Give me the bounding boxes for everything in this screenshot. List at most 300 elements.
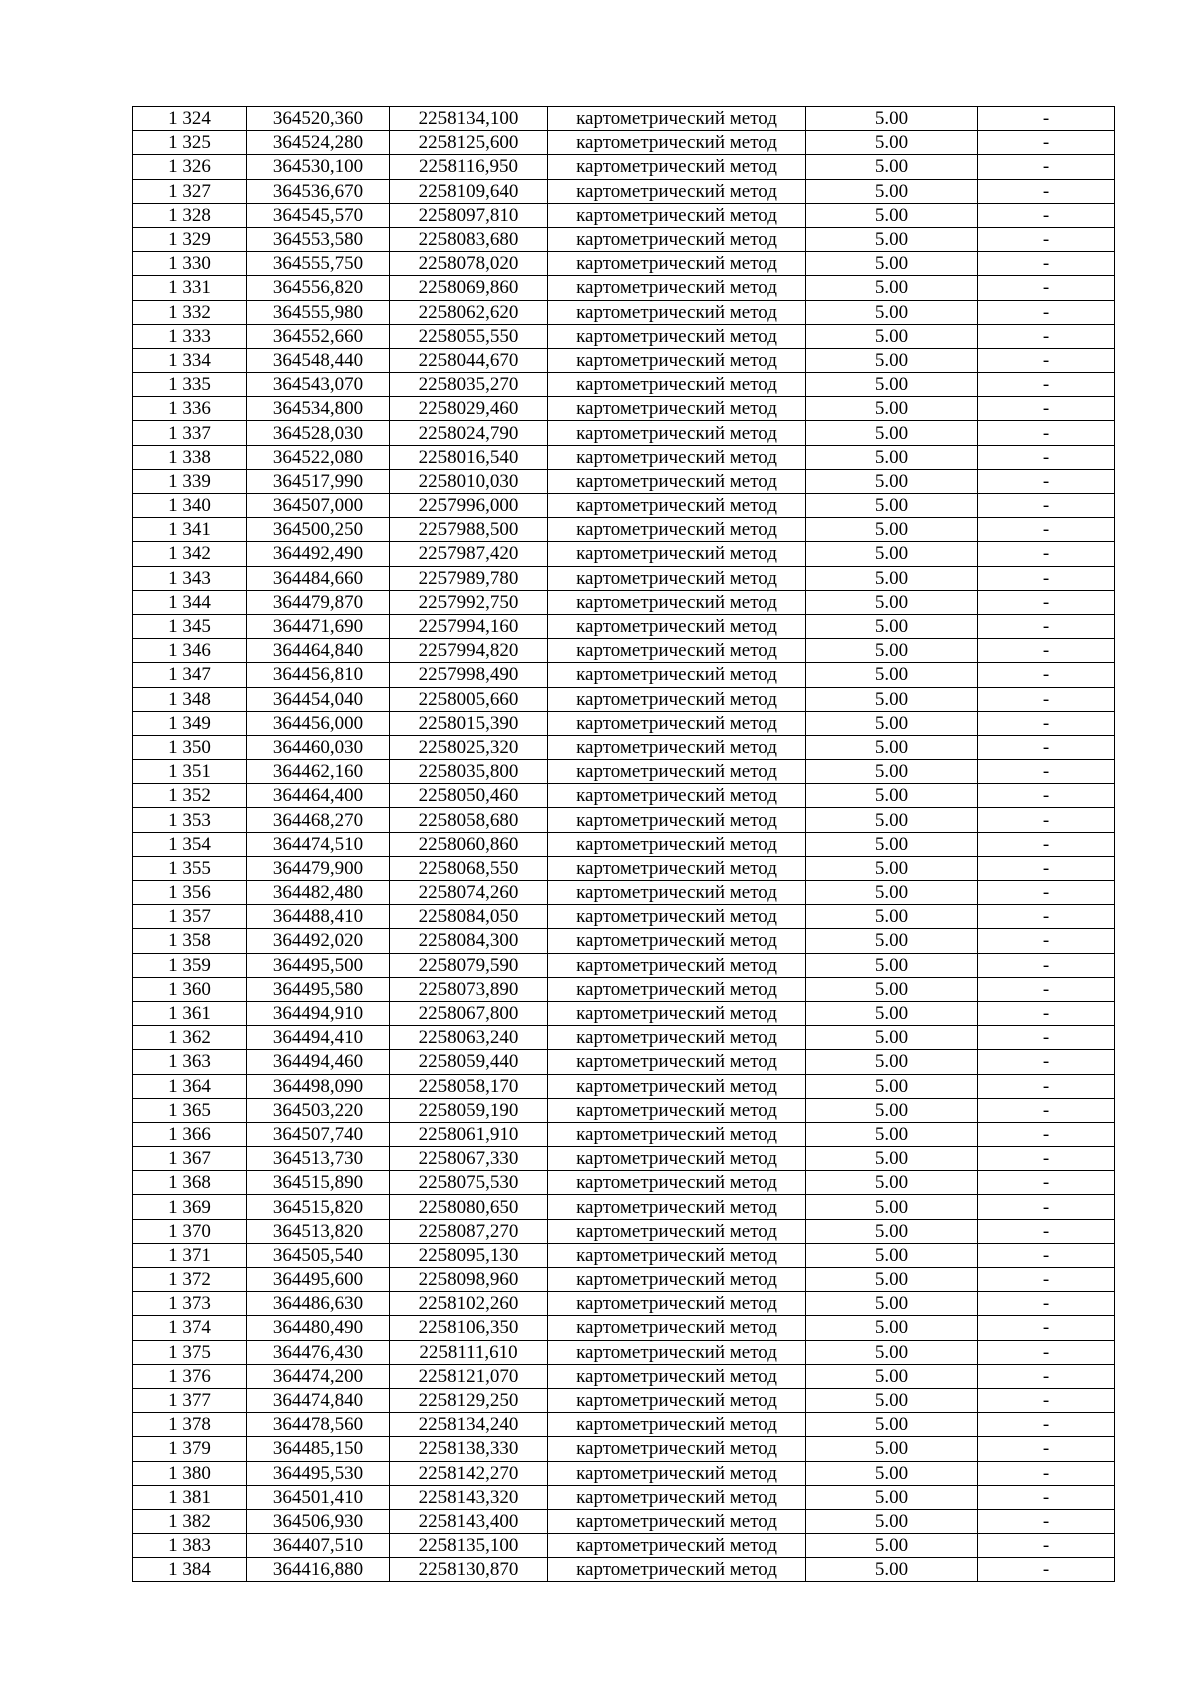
x-coordinate-cell: 364528,030: [247, 421, 390, 445]
table-row: [133, 784, 1115, 808]
description-cell: -: [978, 1316, 1115, 1340]
y-coordinate-cell: 2257992,750: [390, 590, 548, 614]
accuracy-cell: 5.00: [806, 1074, 978, 1098]
x-coordinate-cell: 364454,040: [247, 687, 390, 711]
accuracy-cell: 5.00: [806, 1122, 978, 1146]
description-cell: -: [978, 1558, 1115, 1582]
y-coordinate-cell: 2258135,100: [390, 1534, 548, 1558]
point-number-cell: 1 354: [133, 832, 247, 856]
accuracy-cell: 5.00: [806, 1268, 978, 1292]
method-cell: картометрический метод: [548, 1050, 806, 1074]
x-coordinate-cell: 364505,540: [247, 1243, 390, 1267]
method-cell: картометрический метод: [548, 1074, 806, 1098]
accuracy-cell: 5.00: [806, 711, 978, 735]
description-cell: -: [978, 639, 1115, 663]
table-row: [133, 977, 1115, 1001]
accuracy-cell: 5.00: [806, 348, 978, 372]
method-cell: картометрический метод: [548, 179, 806, 203]
accuracy-cell: 5.00: [806, 1340, 978, 1364]
y-coordinate-cell: 2258063,240: [390, 1026, 548, 1050]
table-row: [133, 1122, 1115, 1146]
table-row: [133, 663, 1115, 687]
method-cell: картометрический метод: [548, 348, 806, 372]
description-cell: -: [978, 881, 1115, 905]
method-cell: картометрический метод: [548, 1509, 806, 1533]
description-cell: -: [978, 518, 1115, 542]
description-cell: -: [978, 373, 1115, 397]
method-cell: картометрический метод: [548, 1147, 806, 1171]
x-coordinate-cell: 364498,090: [247, 1074, 390, 1098]
table-row: [133, 1340, 1115, 1364]
description-cell: -: [978, 1147, 1115, 1171]
y-coordinate-cell: 2258095,130: [390, 1243, 548, 1267]
accuracy-cell: 5.00: [806, 300, 978, 324]
point-number-cell: 1 372: [133, 1268, 247, 1292]
accuracy-cell: 5.00: [806, 1001, 978, 1025]
method-cell: картометрический метод: [548, 1001, 806, 1025]
point-number-cell: 1 352: [133, 784, 247, 808]
point-number-cell: 1 341: [133, 518, 247, 542]
point-number-cell: 1 360: [133, 977, 247, 1001]
y-coordinate-cell: 2258129,250: [390, 1388, 548, 1412]
y-coordinate-cell: 2258125,600: [390, 131, 548, 155]
x-coordinate-cell: 364513,820: [247, 1219, 390, 1243]
method-cell: картометрический метод: [548, 881, 806, 905]
accuracy-cell: 5.00: [806, 639, 978, 663]
point-number-cell: 1 375: [133, 1340, 247, 1364]
point-number-cell: 1 370: [133, 1219, 247, 1243]
y-coordinate-cell: 2258084,300: [390, 929, 548, 953]
point-number-cell: 1 347: [133, 663, 247, 687]
y-coordinate-cell: 2258134,240: [390, 1413, 548, 1437]
method-cell: картометрический метод: [548, 1026, 806, 1050]
description-cell: -: [978, 203, 1115, 227]
method-cell: картометрический метод: [548, 856, 806, 880]
point-number-cell: 1 382: [133, 1509, 247, 1533]
table-row: [133, 1074, 1115, 1098]
point-number-cell: 1 330: [133, 252, 247, 276]
point-number-cell: 1 332: [133, 300, 247, 324]
x-coordinate-cell: 364534,800: [247, 397, 390, 421]
description-cell: -: [978, 977, 1115, 1001]
x-coordinate-cell: 364474,200: [247, 1364, 390, 1388]
method-cell: картометрический метод: [548, 808, 806, 832]
table-row: [133, 832, 1115, 856]
description-cell: -: [978, 735, 1115, 759]
table-row: [133, 856, 1115, 880]
method-cell: картометрический метод: [548, 977, 806, 1001]
y-coordinate-cell: 2258050,460: [390, 784, 548, 808]
table-row: [133, 1485, 1115, 1509]
accuracy-cell: 5.00: [806, 953, 978, 977]
point-number-cell: 1 366: [133, 1122, 247, 1146]
accuracy-cell: 5.00: [806, 1437, 978, 1461]
x-coordinate-cell: 364494,410: [247, 1026, 390, 1050]
description-cell: -: [978, 1195, 1115, 1219]
x-coordinate-cell: 364556,820: [247, 276, 390, 300]
y-coordinate-cell: 2258143,400: [390, 1509, 548, 1533]
y-coordinate-cell: 2258075,530: [390, 1171, 548, 1195]
point-number-cell: 1 367: [133, 1147, 247, 1171]
point-number-cell: 1 345: [133, 614, 247, 638]
method-cell: картометрический метод: [548, 1340, 806, 1364]
x-coordinate-cell: 364486,630: [247, 1292, 390, 1316]
table-row: [133, 1147, 1115, 1171]
description-cell: -: [978, 1437, 1115, 1461]
point-number-cell: 1 376: [133, 1364, 247, 1388]
x-coordinate-cell: 364545,570: [247, 203, 390, 227]
description-cell: -: [978, 1534, 1115, 1558]
table-row: [133, 639, 1115, 663]
x-coordinate-cell: 364460,030: [247, 735, 390, 759]
method-cell: картометрический метод: [548, 905, 806, 929]
y-coordinate-cell: 2258069,860: [390, 276, 548, 300]
accuracy-cell: 5.00: [806, 1413, 978, 1437]
y-coordinate-cell: 2257987,420: [390, 542, 548, 566]
y-coordinate-cell: 2258044,670: [390, 348, 548, 372]
point-number-cell: 1 374: [133, 1316, 247, 1340]
method-cell: картометрический метод: [548, 687, 806, 711]
y-coordinate-cell: 2258142,270: [390, 1461, 548, 1485]
table-row: [133, 1001, 1115, 1025]
accuracy-cell: 5.00: [806, 1050, 978, 1074]
accuracy-cell: 5.00: [806, 808, 978, 832]
table-row: [133, 276, 1115, 300]
accuracy-cell: 5.00: [806, 494, 978, 518]
table-row: [133, 1534, 1115, 1558]
x-coordinate-cell: 364555,750: [247, 252, 390, 276]
x-coordinate-cell: 364494,460: [247, 1050, 390, 1074]
description-cell: -: [978, 1292, 1115, 1316]
point-number-cell: 1 350: [133, 735, 247, 759]
point-number-cell: 1 324: [133, 107, 247, 131]
accuracy-cell: 5.00: [806, 784, 978, 808]
x-coordinate-cell: 364553,580: [247, 227, 390, 251]
table-row: [133, 300, 1115, 324]
accuracy-cell: 5.00: [806, 1147, 978, 1171]
x-coordinate-cell: 364495,530: [247, 1461, 390, 1485]
y-coordinate-cell: 2257996,000: [390, 494, 548, 518]
description-cell: -: [978, 832, 1115, 856]
y-coordinate-cell: 2257994,820: [390, 639, 548, 663]
x-coordinate-cell: 364474,840: [247, 1388, 390, 1412]
y-coordinate-cell: 2258097,810: [390, 203, 548, 227]
description-cell: -: [978, 1268, 1115, 1292]
description-cell: -: [978, 1485, 1115, 1509]
accuracy-cell: 5.00: [806, 1026, 978, 1050]
y-coordinate-cell: 2258029,460: [390, 397, 548, 421]
y-coordinate-cell: 2258067,330: [390, 1147, 548, 1171]
table-row: [133, 1509, 1115, 1533]
table-row: [133, 542, 1115, 566]
point-number-cell: 1 327: [133, 179, 247, 203]
accuracy-cell: 5.00: [806, 590, 978, 614]
description-cell: -: [978, 1461, 1115, 1485]
x-coordinate-cell: 364495,500: [247, 953, 390, 977]
x-coordinate-cell: 364530,100: [247, 155, 390, 179]
point-number-cell: 1 325: [133, 131, 247, 155]
x-coordinate-cell: 364495,580: [247, 977, 390, 1001]
table-row: [133, 1171, 1115, 1195]
table-row: [133, 1219, 1115, 1243]
table-row: [133, 1050, 1115, 1074]
point-number-cell: 1 340: [133, 494, 247, 518]
table-row: [133, 590, 1115, 614]
description-cell: -: [978, 1026, 1115, 1050]
accuracy-cell: 5.00: [806, 1098, 978, 1122]
y-coordinate-cell: 2258005,660: [390, 687, 548, 711]
x-coordinate-cell: 364471,690: [247, 614, 390, 638]
table-row: [133, 1268, 1115, 1292]
y-coordinate-cell: 2258010,030: [390, 469, 548, 493]
y-coordinate-cell: 2258084,050: [390, 905, 548, 929]
accuracy-cell: 5.00: [806, 1509, 978, 1533]
method-cell: картометрический метод: [548, 252, 806, 276]
y-coordinate-cell: 2257998,490: [390, 663, 548, 687]
table-row: [133, 1413, 1115, 1437]
table-row: [133, 397, 1115, 421]
description-cell: -: [978, 542, 1115, 566]
accuracy-cell: 5.00: [806, 227, 978, 251]
method-cell: картометрический метод: [548, 276, 806, 300]
accuracy-cell: 5.00: [806, 518, 978, 542]
point-number-cell: 1 373: [133, 1292, 247, 1316]
table-row: [133, 881, 1115, 905]
table-row: [133, 469, 1115, 493]
y-coordinate-cell: 2258143,320: [390, 1485, 548, 1509]
method-cell: картометрический метод: [548, 324, 806, 348]
accuracy-cell: 5.00: [806, 1219, 978, 1243]
y-coordinate-cell: 2258067,800: [390, 1001, 548, 1025]
point-number-cell: 1 344: [133, 590, 247, 614]
accuracy-cell: 5.00: [806, 324, 978, 348]
method-cell: картометрический метод: [548, 397, 806, 421]
y-coordinate-cell: 2258134,100: [390, 107, 548, 131]
description-cell: -: [978, 445, 1115, 469]
accuracy-cell: 5.00: [806, 881, 978, 905]
description-cell: -: [978, 155, 1115, 179]
y-coordinate-cell: 2258061,910: [390, 1122, 548, 1146]
description-cell: -: [978, 348, 1115, 372]
description-cell: -: [978, 397, 1115, 421]
method-cell: картометрический метод: [548, 832, 806, 856]
x-coordinate-cell: 364456,810: [247, 663, 390, 687]
x-coordinate-cell: 364522,080: [247, 445, 390, 469]
method-cell: картометрический метод: [548, 1268, 806, 1292]
description-cell: -: [978, 1364, 1115, 1388]
accuracy-cell: 5.00: [806, 1243, 978, 1267]
accuracy-cell: 5.00: [806, 832, 978, 856]
accuracy-cell: 5.00: [806, 397, 978, 421]
description-cell: -: [978, 856, 1115, 880]
x-coordinate-cell: 364507,740: [247, 1122, 390, 1146]
table-row: [133, 1026, 1115, 1050]
description-cell: -: [978, 469, 1115, 493]
accuracy-cell: 5.00: [806, 760, 978, 784]
accuracy-cell: 5.00: [806, 1534, 978, 1558]
method-cell: картометрический метод: [548, 760, 806, 784]
accuracy-cell: 5.00: [806, 1292, 978, 1316]
y-coordinate-cell: 2258111,610: [390, 1340, 548, 1364]
point-number-cell: 1 365: [133, 1098, 247, 1122]
accuracy-cell: 5.00: [806, 107, 978, 131]
y-coordinate-cell: 2258016,540: [390, 445, 548, 469]
accuracy-cell: 5.00: [806, 1316, 978, 1340]
description-cell: -: [978, 663, 1115, 687]
table-row: [133, 1437, 1115, 1461]
x-coordinate-cell: 364484,660: [247, 566, 390, 590]
x-coordinate-cell: 364476,430: [247, 1340, 390, 1364]
description-cell: -: [978, 252, 1115, 276]
accuracy-cell: 5.00: [806, 445, 978, 469]
x-coordinate-cell: 364513,730: [247, 1147, 390, 1171]
y-coordinate-cell: 2258058,170: [390, 1074, 548, 1098]
x-coordinate-cell: 364485,150: [247, 1437, 390, 1461]
y-coordinate-cell: 2258138,330: [390, 1437, 548, 1461]
description-cell: -: [978, 324, 1115, 348]
x-coordinate-cell: 364407,510: [247, 1534, 390, 1558]
method-cell: картометрический метод: [548, 614, 806, 638]
y-coordinate-cell: 2258130,870: [390, 1558, 548, 1582]
y-coordinate-cell: 2258058,680: [390, 808, 548, 832]
coordinates-table: [132, 106, 1115, 1582]
y-coordinate-cell: 2258080,650: [390, 1195, 548, 1219]
table-row: [133, 421, 1115, 445]
point-number-cell: 1 384: [133, 1558, 247, 1582]
method-cell: картометрический метод: [548, 929, 806, 953]
x-coordinate-cell: 364480,490: [247, 1316, 390, 1340]
accuracy-cell: 5.00: [806, 687, 978, 711]
x-coordinate-cell: 364517,990: [247, 469, 390, 493]
method-cell: картометрический метод: [548, 203, 806, 227]
table-row: [133, 155, 1115, 179]
point-number-cell: 1 362: [133, 1026, 247, 1050]
accuracy-cell: 5.00: [806, 735, 978, 759]
accuracy-cell: 5.00: [806, 929, 978, 953]
point-number-cell: 1 363: [133, 1050, 247, 1074]
y-coordinate-cell: 2258055,550: [390, 324, 548, 348]
method-cell: картометрический метод: [548, 494, 806, 518]
x-coordinate-cell: 364548,440: [247, 348, 390, 372]
y-coordinate-cell: 2258078,020: [390, 252, 548, 276]
x-coordinate-cell: 364468,270: [247, 808, 390, 832]
table-row: [133, 929, 1115, 953]
table-row: [133, 107, 1115, 131]
accuracy-cell: 5.00: [806, 1364, 978, 1388]
y-coordinate-cell: 2258098,960: [390, 1268, 548, 1292]
method-cell: картометрический метод: [548, 373, 806, 397]
accuracy-cell: 5.00: [806, 252, 978, 276]
method-cell: картометрический метод: [548, 1171, 806, 1195]
y-coordinate-cell: 2258121,070: [390, 1364, 548, 1388]
description-cell: -: [978, 494, 1115, 518]
method-cell: картометрический метод: [548, 639, 806, 663]
point-number-cell: 1 368: [133, 1171, 247, 1195]
table-row: [133, 1461, 1115, 1485]
x-coordinate-cell: 364507,000: [247, 494, 390, 518]
y-coordinate-cell: 2258025,320: [390, 735, 548, 759]
point-number-cell: 1 383: [133, 1534, 247, 1558]
point-number-cell: 1 359: [133, 953, 247, 977]
table-row: [133, 1316, 1115, 1340]
description-cell: -: [978, 929, 1115, 953]
y-coordinate-cell: 2258035,270: [390, 373, 548, 397]
description-cell: -: [978, 179, 1115, 203]
point-number-cell: 1 326: [133, 155, 247, 179]
point-number-cell: 1 338: [133, 445, 247, 469]
point-number-cell: 1 329: [133, 227, 247, 251]
point-number-cell: 1 331: [133, 276, 247, 300]
accuracy-cell: 5.00: [806, 566, 978, 590]
table-row: [133, 1292, 1115, 1316]
point-number-cell: 1 361: [133, 1001, 247, 1025]
table-row: [133, 808, 1115, 832]
y-coordinate-cell: 2257988,500: [390, 518, 548, 542]
y-coordinate-cell: 2258062,620: [390, 300, 548, 324]
y-coordinate-cell: 2257994,160: [390, 614, 548, 638]
accuracy-cell: 5.00: [806, 614, 978, 638]
point-number-cell: 1 357: [133, 905, 247, 929]
table-row: [133, 1098, 1115, 1122]
description-cell: -: [978, 760, 1115, 784]
y-coordinate-cell: 2258079,590: [390, 953, 548, 977]
method-cell: картометрический метод: [548, 1388, 806, 1412]
description-cell: -: [978, 1074, 1115, 1098]
table-row: [133, 566, 1115, 590]
description-cell: -: [978, 1388, 1115, 1412]
table-row: [133, 614, 1115, 638]
table-row: [133, 1364, 1115, 1388]
y-coordinate-cell: 2258087,270: [390, 1219, 548, 1243]
method-cell: картометрический метод: [548, 1219, 806, 1243]
description-cell: -: [978, 808, 1115, 832]
method-cell: картометрический метод: [548, 1364, 806, 1388]
table-row: [133, 252, 1115, 276]
point-number-cell: 1 381: [133, 1485, 247, 1509]
description-cell: -: [978, 1001, 1115, 1025]
method-cell: картометрический метод: [548, 131, 806, 155]
y-coordinate-cell: 2258073,890: [390, 977, 548, 1001]
method-cell: картометрический метод: [548, 107, 806, 131]
x-coordinate-cell: 364462,160: [247, 760, 390, 784]
x-coordinate-cell: 364495,600: [247, 1268, 390, 1292]
x-coordinate-cell: 364456,000: [247, 711, 390, 735]
table-row: [133, 324, 1115, 348]
table-row: [133, 1558, 1115, 1582]
point-number-cell: 1 333: [133, 324, 247, 348]
x-coordinate-cell: 364536,670: [247, 179, 390, 203]
accuracy-cell: 5.00: [806, 1461, 978, 1485]
table-row: [133, 1243, 1115, 1267]
x-coordinate-cell: 364488,410: [247, 905, 390, 929]
y-coordinate-cell: 2258060,860: [390, 832, 548, 856]
point-number-cell: 1 328: [133, 203, 247, 227]
y-coordinate-cell: 2258059,440: [390, 1050, 548, 1074]
x-coordinate-cell: 364416,880: [247, 1558, 390, 1582]
description-cell: -: [978, 1050, 1115, 1074]
table-row: [133, 131, 1115, 155]
method-cell: картометрический метод: [548, 953, 806, 977]
point-number-cell: 1 335: [133, 373, 247, 397]
table-row: [133, 494, 1115, 518]
accuracy-cell: 5.00: [806, 905, 978, 929]
method-cell: картометрический метод: [548, 542, 806, 566]
x-coordinate-cell: 364543,070: [247, 373, 390, 397]
description-cell: -: [978, 1243, 1115, 1267]
method-cell: картометрический метод: [548, 663, 806, 687]
description-cell: -: [978, 300, 1115, 324]
description-cell: -: [978, 1413, 1115, 1437]
